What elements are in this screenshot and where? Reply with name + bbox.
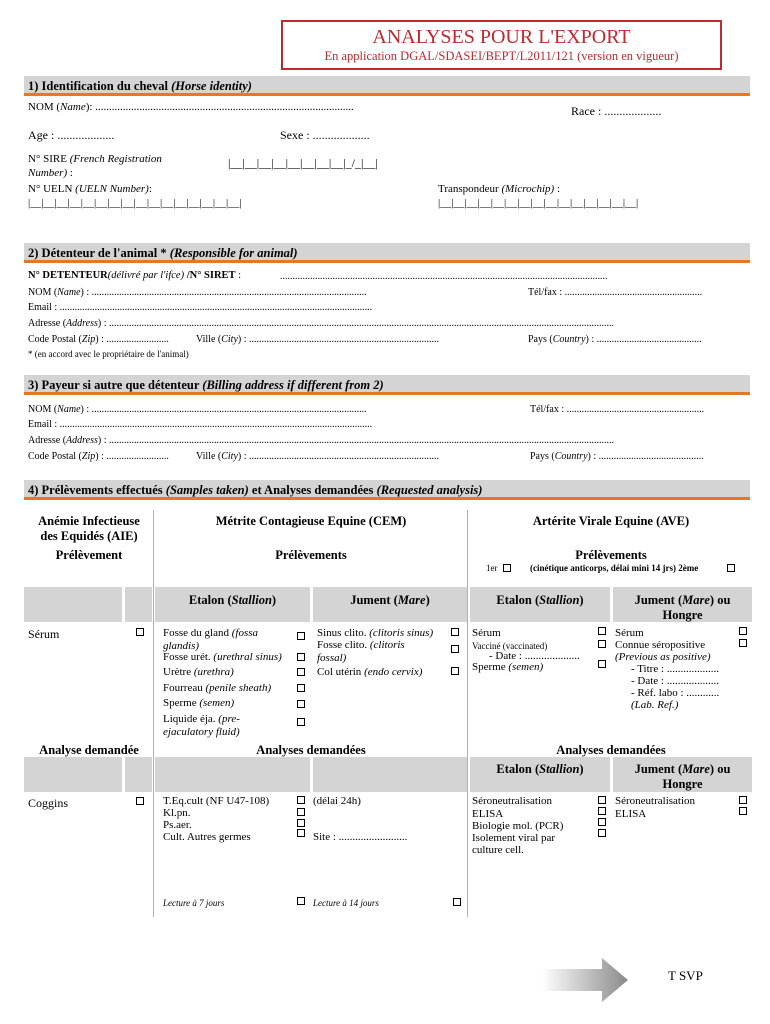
cem-mare-item: Fosse clito. (clitoris fossal) [317,639,405,664]
ave-mare-analysis-item: ELISA [615,808,647,820]
ave-stallion-pcr-checkbox[interactable] [598,818,606,826]
payer-address-field[interactable]: Adresse (Address) : .......................................................................................................................................................................................................... [28,435,615,446]
ave-mare-serum-label: Sérum [615,627,644,639]
ave-titre-field[interactable]: - Titre : ................... [631,663,720,675]
cem-clitoris-fossa-checkbox[interactable] [451,645,459,653]
holder-phone-field[interactable]: Tél/fax : ....................................................... [528,287,703,298]
form-title: ANALYSES POUR L'EXPORT [372,26,631,48]
cem-stallion-header: Etalon (Stallion) [188,593,277,607]
ave-mare-serum-checkbox[interactable] [739,627,747,635]
cem-semen-checkbox[interactable] [297,700,305,708]
ave-stallion-analysis-item: Biologie mol. (PCR) [472,820,564,832]
holder-city-field[interactable]: Ville (City) : ............................................................................ [196,334,440,345]
cem-penile-sheath-checkbox[interactable] [297,684,305,692]
ave-stallion-analysis-item: Séroneutralisation [472,795,553,807]
ave-mare-seroneutralisation-checkbox[interactable] [739,796,747,804]
holder-number-label: N° DETENTEUR(délivré par l'ifce) /N° SIRET : [28,270,242,281]
ave-mare-analysis-item: Séroneutralisation [615,795,696,807]
table-divider [467,510,468,760]
ave-first-sample-label: 1er [486,563,498,573]
coggins-checkbox[interactable] [136,797,144,805]
cem-other-germs-checkbox[interactable] [297,829,305,837]
section-2-heading: 2) Détenteur de l'animal * (Responsible for animal) [24,243,750,263]
table-divider [467,757,468,917]
ave-vaccinated-checkbox[interactable] [598,640,606,648]
ave-date-field[interactable]: - Date : ................... [631,675,719,687]
ave-semen-label: Sperme (semen) [472,661,544,673]
aie-analysis-label: Analyse demandée [39,743,139,757]
cem-delay-note: (délai 24h) [313,795,361,807]
holder-address-field[interactable]: Adresse (Address) : .......................................................................................................................................................................................................... [28,318,615,329]
ave-samples-label: Prélèvements [575,548,647,562]
siret-field[interactable]: ................................................................................................................................... [280,271,608,282]
holder-footnote: * (en accord avec le propriétaire de l'animal) [28,349,189,359]
payer-country-field[interactable]: Pays (Country) : .......................................... [530,451,704,462]
age-field[interactable]: Age : ................... [28,128,115,142]
coggins-label: Coggins [28,796,69,810]
cem-stallion-item: Fourreau (penile sheath) [163,682,272,694]
payer-zip-field[interactable]: Code Postal (Zip) : ......................... [28,451,169,462]
section-3-heading: 3) Payeur si autre que détenteur (Billing address if different from 2) [24,375,750,395]
ave-known-positive-label: Connue séropositive [615,639,706,651]
microchip-label: Transpondeur (Microchip) : [438,183,561,195]
ave-stallion-seroneutralisation-checkbox[interactable] [598,796,606,804]
ave-mare-analyses-header: Jument (Mare) ou Hongre [634,762,731,791]
sex-field[interactable]: Sexe : ................... [280,128,370,142]
ave-stallion-header: Etalon (Stallion) [496,593,584,607]
ave-stallion-analysis-item: Isolement viral par [472,832,556,844]
holder-email-field[interactable]: Email : ............................................................................................................................. [28,302,373,313]
cem-fossa-checkbox[interactable] [297,632,305,640]
breed-field[interactable]: Race : ................... [571,104,662,118]
cem-pre-ejaculatory-checkbox[interactable] [297,718,305,726]
cem-mare-item: Col utérin (endo cervix) [317,666,423,678]
cem-reading-14-days-label: Lecture à 14 jours [313,898,379,908]
form-subtitle: En application DGAL/SDASEI/BEPT/L2011/121 (version en vigueur) [324,49,679,63]
cem-analysis-item: T.Eq.cult (NF U47-108) [163,795,270,807]
cem-mare-item: Sinus clito. (clitoris sinus) [317,627,434,639]
ave-stallion-analyses-header: Etalon (Stallion) [496,762,584,776]
form-title-box [281,20,722,70]
cem-psaer-checkbox[interactable] [297,819,305,827]
ave-semen-checkbox[interactable] [598,660,606,668]
grey-band [313,757,467,792]
sire-label: N° SIRE (French Registration Number) : [28,153,162,179]
section-4-heading: 4) Prélèvements effectués (Samples taken) et Analyses demandées (Requested analysis) [24,480,750,500]
cem-urethral-sinus-checkbox[interactable] [297,653,305,661]
ave-second-sample-checkbox[interactable] [727,564,735,572]
ave-known-positive-checkbox[interactable] [739,639,747,647]
ave-lab-ref-en: (Lab. Ref.) [631,699,679,711]
microchip-number-boxes[interactable]: |__|__|__|__|__|__|__|__|__|__|__|__|__|__|__| [438,197,639,209]
ave-mare-elisa-checkbox[interactable] [739,807,747,815]
grey-band [125,757,152,792]
turn-over-label: T SVP [668,968,703,983]
grey-band [155,757,310,792]
cem-clitoris-sinus-checkbox[interactable] [451,628,459,636]
cem-samples-label: Prélèvements [275,548,347,562]
aie-column-title: Anémie Infectieuse des Equidés (AIE) [38,514,140,543]
cem-urethra-checkbox[interactable] [297,668,305,676]
ave-column-title: Artérite Virale Equine (AVE) [532,514,690,528]
ave-first-sample-checkbox[interactable] [503,564,511,572]
ave-stallion-viral-isolation-checkbox[interactable] [598,829,606,837]
cem-stallion-item: Fosse du gland (fossa glandis) [163,627,259,652]
cem-stallion-item: Fosse urét. (urethral sinus) [163,651,282,663]
section-1-heading: 1) Identification du cheval (Horse identity) [24,76,750,96]
ave-stallion-serum-checkbox[interactable] [598,627,606,635]
holder-zip-field[interactable]: Code Postal (Zip) : ......................... [28,334,169,345]
ave-kinetic-note: (cinétique anticorps, délai mini 14 jrs) 2ème [530,563,699,573]
cem-analysis-item: Kl.pn. [163,807,191,819]
payer-city-field[interactable]: Ville (City) : ............................................................................ [196,451,440,462]
ave-stallion-serum-label: Sérum [472,627,501,639]
payer-email-field[interactable]: Email : ............................................................................................................................. [28,419,373,430]
holder-name-field[interactable]: NOM (Name) : .............................................................................................................. [28,287,367,298]
ave-vaccinated-label: Vacciné (vaccinated) [472,641,548,651]
ave-stallion-analysis-item: culture cell. [472,844,524,856]
sire-number-boxes[interactable]: |__|__|__|__|__|__|__|__|_/_|__| [228,156,378,170]
right-arrow-icon [540,957,630,1003]
ave-lab-ref-field[interactable]: - Réf. labo : ............ [631,687,720,699]
grey-band [125,587,152,622]
cem-reading-7-days-checkbox[interactable] [297,897,305,905]
cem-stallion-item: Sperme (semen) [163,697,235,709]
aie-sample-label: Prélèvement [55,548,123,562]
cem-mare-header: Jument (Mare) [350,593,430,607]
cem-analysis-item: Cult. Autres germes [163,831,251,843]
payer-phone-field[interactable]: Tél/fax : ....................................................... [530,404,705,415]
cem-teq-cult-checkbox[interactable] [297,796,305,804]
cem-site-field[interactable]: Site : ......................... [313,831,408,843]
ave-stallion-analysis-item: ELISA [472,808,504,820]
cem-reading-14-days-checkbox[interactable] [453,898,461,906]
cem-analyses-label: Analyses demandées [256,743,366,757]
ave-vaccination-date-field[interactable]: - Date : .................... [489,650,580,662]
ave-analyses-label: Analyses demandées [556,743,666,757]
cem-klpn-checkbox[interactable] [297,808,305,816]
table-divider [153,757,154,917]
ueln-label: N° UELN (UELN Number): [28,183,152,195]
cem-endo-cervix-checkbox[interactable] [451,667,459,675]
ueln-number-boxes[interactable]: |__|__|__|__|__|__|__|__|__|__|__|__|__|__|__|__| [28,197,242,209]
cem-analysis-item: Ps.aer. [163,819,192,831]
grey-band [24,757,122,792]
holder-country-field[interactable]: Pays (Country) : .......................................... [528,334,702,345]
ave-stallion-elisa-checkbox[interactable] [598,807,606,815]
horse-name-field[interactable]: NOM (Name): .............................................................................................. [28,101,354,113]
grey-band [24,587,122,622]
cem-stallion-item: Liquide éja. (pre- ejaculatory fluid) [163,713,240,738]
cem-stallion-item: Urètre (urethra) [163,666,234,678]
cem-reading-7-days-label: Lecture à 7 jours [163,898,225,908]
aie-serum-label: Sérum [28,627,60,641]
ave-mare-header: Jument (Mare) ou Hongre [634,593,731,622]
ave-previous-positive-label: (Previous as positive) [615,651,711,663]
payer-name-field[interactable]: NOM (Name) : .............................................................................................................. [28,404,367,415]
aie-serum-checkbox[interactable] [136,628,144,636]
cem-column-title: Métrite Contagieuse Equine (CEM) [215,514,407,528]
